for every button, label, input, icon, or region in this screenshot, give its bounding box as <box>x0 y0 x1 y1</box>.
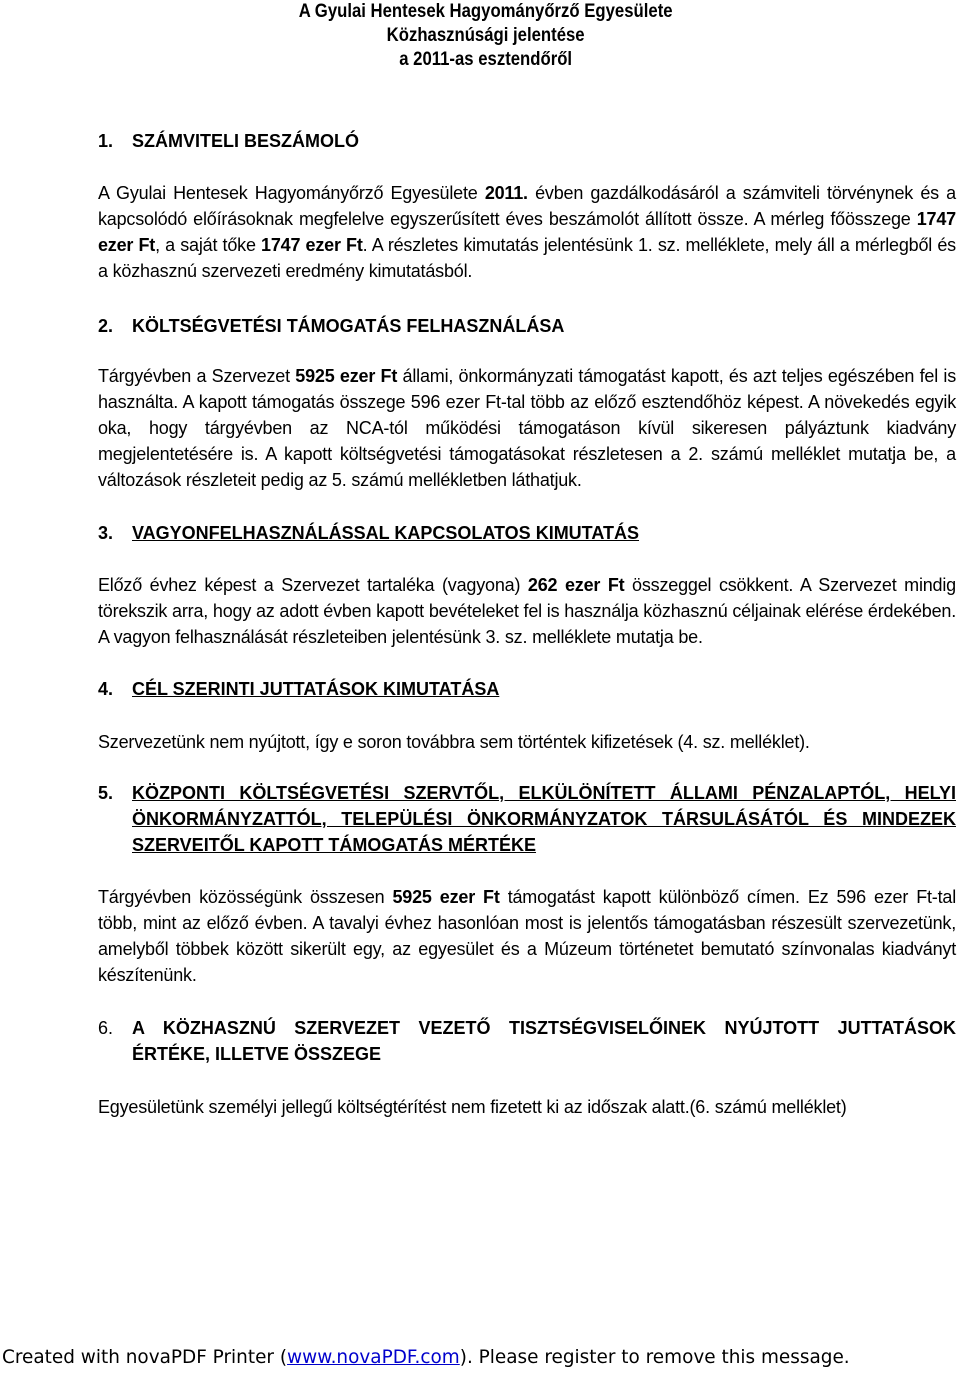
section-2-paragraph <box>98 363 956 493</box>
text-run: összeggel csökkent. A Szervezet mindig törekszik arra, hogy az adott évben kapott bevételeket fel is használja közhasznú céljainak elérése érdekében. A vagyon felhasználását részleteiben jelentésünk 3. sz. melléklete mutatja be. <box>98 575 956 647</box>
bold-run: 2011. <box>484 183 528 203</box>
section-1-heading <box>98 128 956 154</box>
text-run: . A részletes kimutatás jelentésünk 1. sz. melléklete, mely áll a mérlegből és a közhasznú szervezeti eredmény kimutatásból. <box>98 235 956 281</box>
bold-run: 5925 ezer Ft <box>392 887 500 907</box>
text-run: Előző évhez képest a Szervezet tartaléka (vagyona) <box>98 575 528 595</box>
footer-prefix: Created with novaPDF Printer ( <box>2 1346 288 1368</box>
section-title: A KÖZHASZNÚ SZERVEZET VEZETŐ TISZTSÉGVISELŐINEK NYÚJTOTT JUTTATÁSOK ÉRTÉKE, ILLETVE ÖSSZEGE <box>132 1018 956 1064</box>
section-title: VAGYONFELHASZNÁLÁSSAL KAPCSOLATOS KIMUTATÁS <box>132 523 640 543</box>
watermark-footer <box>2 1346 850 1368</box>
section-title: CÉL SZERINTI JUTTATÁSOK KIMUTATÁSA <box>132 679 500 699</box>
section-number: 5. <box>98 783 114 803</box>
section-title: KÖZPONTI KÖLTSÉGVETÉSI SZERVTŐL, ELKÜLÖNÍTETT ÁLLAMI PÉNZALAPTÓL, HELYI ÖNKORMÁNYZATTÓL, TELEPÜLÉSI ÖNKORMÁNYZATOK TÁRSULÁSÁTÓL ÉS MINDEZEK SZERVEITŐL KAPOTT TÁMOGATÁS MÉRTÉKE <box>132 783 956 855</box>
section-6-paragraph <box>98 1094 956 1120</box>
section-3-paragraph <box>98 572 956 650</box>
footer-link[interactable]: www.novaPDF.com <box>287 1346 460 1368</box>
section-6-heading <box>98 1015 956 1067</box>
document-title <box>63 0 908 72</box>
text-run: Egyesületünk személyi jellegű költségtérítést nem fizetett ki az időszak alatt.(6. számú melléklet) <box>98 1097 847 1117</box>
section-number: 2. <box>98 316 114 336</box>
bold-run: 1747 ezer Ft <box>261 235 363 255</box>
title-line-report: Közhasznúsági jelentése <box>386 25 585 46</box>
text-run: Tárgyévben közösségünk összesen <box>98 887 393 907</box>
footer-suffix: ). Please register to remove this message. <box>459 1346 850 1368</box>
section-title: SZÁMVITELI BESZÁMOLÓ <box>132 131 359 151</box>
text-run: , a saját tőke <box>155 235 262 255</box>
text-run: A Gyulai Hentesek Hagyományőrző Egyesülete <box>98 183 485 203</box>
section-number: 1. <box>98 131 114 151</box>
section-5-heading <box>98 780 956 858</box>
section-number: 4. <box>98 679 114 699</box>
section-title: KÖLTSÉGVETÉSI TÁMOGATÁS FELHASZNÁLÁSA <box>132 316 565 336</box>
section-5-paragraph <box>98 884 956 988</box>
text-run: Szervezetünk nem nyújtott, így e soron továbbra sem történtek kifizetések (4. sz. melléklet). <box>98 732 810 752</box>
bold-run: 262 ezer Ft <box>527 575 625 595</box>
text-run: Tárgyévben a Szervezet <box>98 366 296 386</box>
section-3-heading <box>98 520 956 546</box>
bold-run: 1747 ezer Ft <box>98 209 956 255</box>
section-2-heading <box>98 313 956 339</box>
text-run: állami, önkormányzati támogatást kapott, és azt teljes egészében fel is használta. A kapott támogatás összege 596 ezer Ft-tal több az előző esztendőhöz képest. A növekedés egyik oka, hogy tárgyévben az NCA-tól működési támogatáson kívül sikeresen pályáztunk kiadvány megjelentetésére is. A kapott költségvetési támogatásokat részletesen a 2. számú melléklet mutatja be, a változások részleteit pedig az 5. számú mellékletben láthatjuk. <box>98 366 956 490</box>
section-4-paragraph <box>98 729 956 755</box>
text-run: támogatást kapott különböző címen. Ez 596 ezer Ft-tal több, mint az előző évben. A tavalyi évhez hasonlóan most is jelentős támogatásban részesült szervezetünk, amelyből többek között sikerült egy, az egyesület és a Múzeum történetet bemutató színvonalas kiadványt készítenünk. <box>98 887 957 985</box>
title-line-organization: A Gyulai Hentesek Hagyományőrző Egyesülete <box>298 1 673 22</box>
section-4-heading <box>98 676 956 702</box>
text-run: évben gazdálkodásáról a számviteli törvénynek és a kapcsolódó előírásoknak megfelelve egyszerűsített éves beszámolót állított össze. A mérleg főösszege <box>98 183 956 229</box>
title-line-year: a 2011-as esztendőről <box>399 49 573 70</box>
bold-run: 5925 ezer Ft <box>295 366 398 386</box>
section-number: 6. <box>98 1018 114 1038</box>
section-number: 3. <box>98 523 114 543</box>
section-1-paragraph <box>98 180 956 284</box>
